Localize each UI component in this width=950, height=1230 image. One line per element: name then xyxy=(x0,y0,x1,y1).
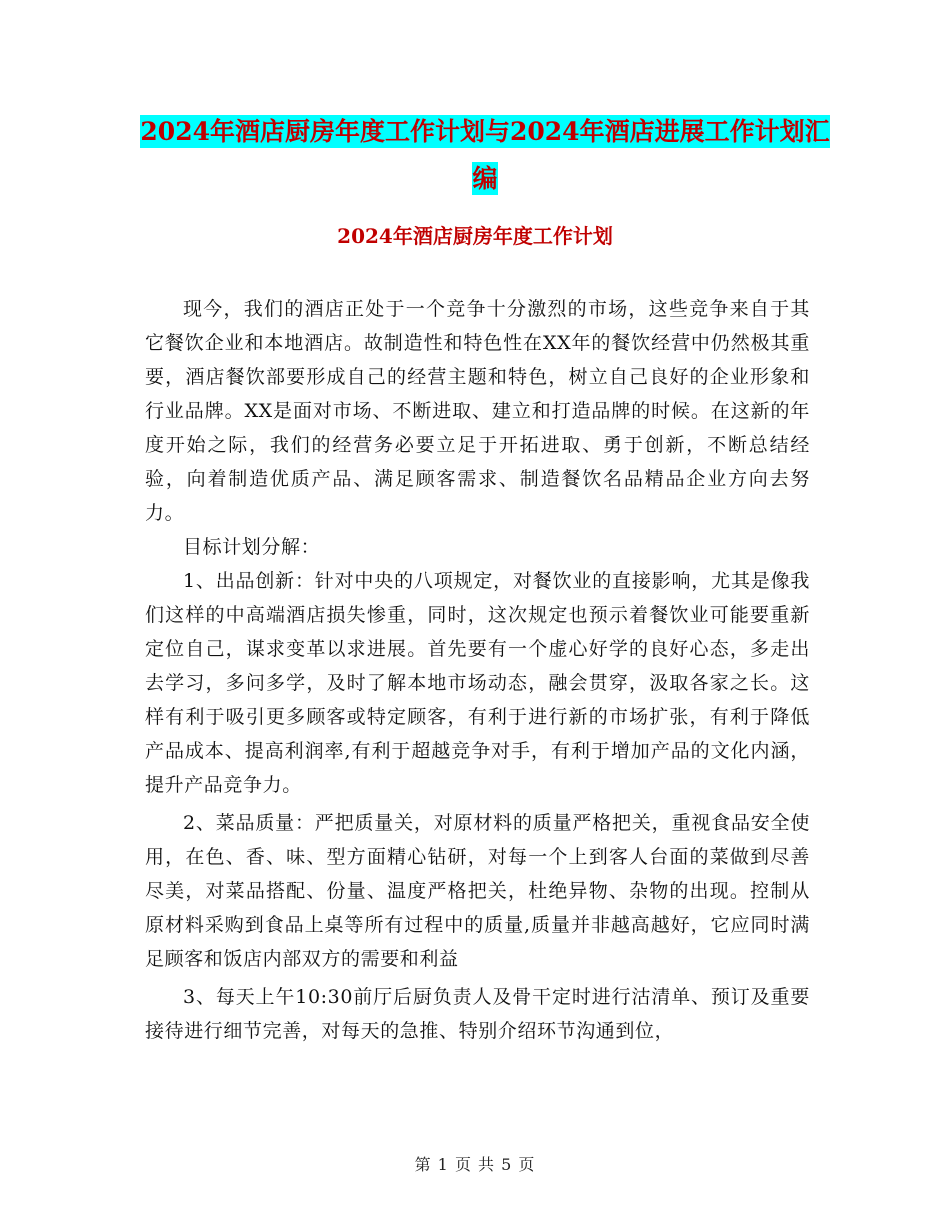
paragraph-goal-heading: 目标计划分解： xyxy=(183,536,321,558)
paragraph-intro: 现今，我们的酒店正处于一个竞争十分激烈的市场，这些竞争来自于其它餐饮企业和本地酒店。故制造性和特色性在XX年的餐饮经营中仍然极其重要，酒店餐饮部要形成自己的经营主题和特色，树立自己良好的企业形象和行业品牌。XX是面对市场、不断进取、建立和打造品牌的时候。在这新的年度开始之际，我们的经营务必要立足于开拓进取、勇于创新，不断总结经验，向着制造优质产品、满足顾客需求、制造餐饮名品精品企业方向去努力。 xyxy=(145,298,810,524)
paragraph-item-2: 2、菜品质量：严把质量关，对原材料的质量严格把关，重视食品安全使用，在色、香、味、型方面精心钻研，对每一个上到客人台面的菜做到尽善尽美，对菜品搭配、份量、温度严格把关，杜绝异物、杂物的出现。控制从原材料采购到食品上桌等所有过程中的质量,质量并非越高越好，它应同时满足顾客和饭店内部双方的需要和利益 xyxy=(145,812,810,970)
document-body xyxy=(145,292,810,1048)
paragraph-item-1: 1、出品创新：针对中央的八项规定，对餐饮业的直接影响，尤其是像我们这样的中高端酒店损失惨重，同时，这次规定也预示着餐饮业可能要重新定位自己，谋求变革以求进展。首先要有一个虚心好学的良好心态，多走出去学习，多问多学，及时了解本地市场动态，融会贯穿，汲取各家之长。这样有利于吸引更多顾客或特定顾客，有利于进行新的市场扩张，有利于降低产品成本、提高利润率,有利于超越竞争对手，有利于增加产品的文化内涵，提升产品竞争力。 xyxy=(145,570,810,796)
document-title-highlight: 2024年酒店厨房年度工作计划与2024年酒店进展工作计划汇编 xyxy=(140,117,830,193)
document-title xyxy=(140,108,830,202)
page-footer: 第 1 页 共 5 页 xyxy=(414,1155,536,1174)
paragraph-item-3: 3、每天上午10:30前厅后厨负责人及骨干定时进行沽清单、预订及重要接待进行细节完善，对每天的急推、特别介绍环节沟通到位， xyxy=(145,986,810,1042)
section-title: 2024年酒店厨房年度工作计划 xyxy=(337,224,613,248)
